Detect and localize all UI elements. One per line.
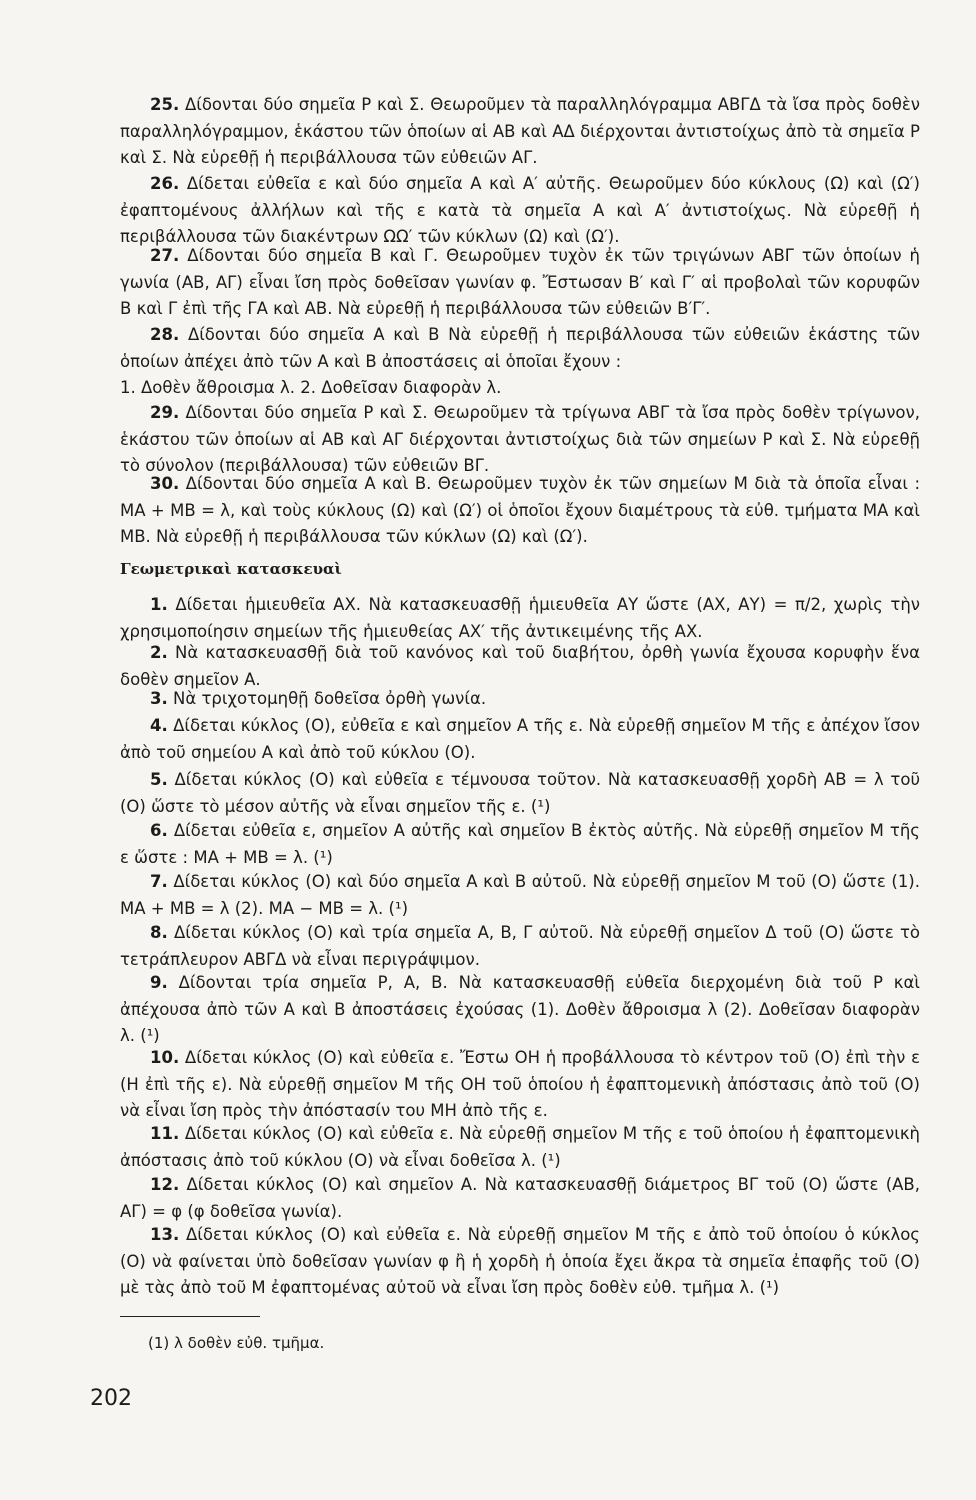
problem-text: Δίδονται δύο σημεῖα Α καὶ Β Νὰ εὑρεθῇ ἡ περιβάλλουσα τῶν εὐθειῶν ἑκάστης τῶν ὁποίων ἀπέχει ἀπὸ τῶν Α καὶ Β ἀποστάσεις αἱ ὁποῖαι ἔχουν : — [120, 325, 920, 371]
problem-number: 29. — [150, 403, 180, 422]
construction-number: 3. — [150, 689, 168, 708]
construction-text: Δίδεται κύκλος (Ο), εὐθεῖα ε καὶ σημεῖον Α τῆς ε. Νὰ εὑρεθῇ σημεῖον Μ τῆς ε ἀπέχον ἴσον ἀπὸ τοῦ σημείου Α καὶ ἀπὸ τοῦ κύκλου (Ο). — [120, 716, 920, 762]
problem-text: Δίδονται δύο σημεῖα Β καὶ Γ. Θεωροῦμεν τυχὸν ἐκ τῶν τριγώνων ΑΒΓ τῶν ὁποίων ἡ γωνία (ΑΒ, ΑΓ) εἶναι ἴση πρὸς δοθεῖσαν γωνίαν φ. Ἔστωσαν Β′ καὶ Γ′ αἱ προβολαὶ τῶν κορυφῶν Β καὶ Γ ἐπὶ τῆς ΓΑ καὶ ΑΒ. Νὰ εὑρεθῇ ἡ περιβάλλουσα τῶν εὐθειῶν Β′Γ′. — [120, 246, 921, 318]
problem-text: Δίδεται εὐθεῖα ε καὶ δύο σημεῖα Α καὶ Α′ αὐτῆς. Θεωροῦμεν δύο κύκλους (Ω) καὶ (Ω′) ἐφαπτομένους ἀλλήλων καὶ τῆς ε κατὰ τὰ σημεῖα Α καὶ Α′ ἀντιστοίχως. Νὰ εὑρεθῇ ἡ περιβάλλουσα τῶν διακέντρων ΩΩ′ τῶν κύκλων (Ω) καὶ (Ω′). — [120, 174, 920, 246]
construction-13 — [120, 1222, 920, 1302]
construction-3 — [120, 686, 920, 713]
problem-number: 25. — [150, 95, 180, 114]
problem-number: 30. — [150, 474, 180, 493]
problem-number: 26. — [150, 174, 180, 193]
construction-text: Δίδεται εὐθεῖα ε, σημεῖον Α αὐτῆς καὶ σημεῖον Β ἐκτὸς αὐτῆς. Νὰ εὑρεθῇ σημεῖον Μ τῆς ε ὥστε : ΜΑ + ΜΒ = λ. (¹) — [120, 821, 920, 867]
construction-number: 8. — [150, 923, 168, 942]
problem-26 — [120, 171, 920, 251]
construction-11 — [120, 1121, 920, 1174]
construction-4 — [120, 713, 920, 766]
problem-30 — [120, 471, 920, 551]
construction-8 — [120, 920, 920, 973]
construction-7 — [120, 869, 920, 922]
construction-6 — [120, 818, 920, 871]
construction-text: Δίδεται κύκλος (Ο) καὶ σημεῖον Α. Νὰ κατασκευασθῇ διάμετρος ΒΓ τοῦ (Ο) ὥστε (ΑΒ, ΑΓ) = φ (φ δοθεῖσα γωνία). — [120, 1175, 920, 1221]
problem-text: Δίδονται δύο σημεῖα Α καὶ Β. Θεωροῦμεν τυχὸν ἐκ τῶν σημείων Μ διὰ τὰ ὁποῖα εἶναι : ΜΑ + ΜΒ = λ, καὶ τοὺς κύκλους (Ω) καὶ (Ω′) οἱ ὁποῖοι ἔχουν διαμέτρους τὰ εὐθ. τμήματα ΜΑ καὶ ΜΒ. Νὰ εὑρεθῇ ἡ περιβάλλουσα τῶν κύκλων (Ω) καὶ (Ω′). — [120, 474, 921, 546]
problem-28 — [120, 322, 920, 402]
construction-number: 1. — [150, 595, 168, 614]
page-number: 202 — [90, 1386, 132, 1411]
construction-text: Δίδονται τρία σημεῖα Ρ, Α, Β. Νὰ κατασκευασθῇ εὐθεῖα διερχομένη διὰ τοῦ Ρ καὶ ἀπέχουσα ἀπὸ τῶν Α καὶ Β ἀποστάσεις ἐχούσας (1). Δοθὲν ἄθροισμα λ (2). Δοθεῖσαν διαφορὰν λ. (¹) — [120, 973, 920, 1045]
footnote: (1) λ δοθὲν εὐθ. τμῆμα. — [148, 1334, 325, 1352]
problem-27 — [120, 243, 920, 323]
construction-text: Δίδεται κύκλος (Ο) καὶ δύο σημεῖα Α καὶ Β αὐτοῦ. Νὰ εὑρεθῇ σημεῖον Μ τοῦ (Ο) ὥστε (1). ΜΑ + ΜΒ = λ (2). ΜΑ − ΜΒ = λ. (¹) — [120, 872, 920, 918]
construction-10 — [120, 1045, 920, 1125]
construction-12 — [120, 1172, 920, 1225]
construction-number: 11. — [150, 1124, 180, 1143]
construction-text: Νὰ τριχοτομηθῇ δοθεῖσα ὀρθὴ γωνία. — [173, 689, 487, 708]
construction-text: Δίδεται κύκλος (Ο) καὶ εὐθεῖα ε. Νὰ εὑρεθῇ σημεῖον Μ τῆς ε ἀπὸ τοῦ ὁποίου ὁ κύκλος (Ο) νὰ φαίνεται ὑπὸ δοθεῖσαν γωνίαν φ ἢ ἡ χορδὴ ἡ ὁποία ἔχει ἄκρα τὰ σημεῖα ἐπαφῆς τοῦ (Ο) μὲ τὰς ἀπὸ τοῦ Μ ἐφαπτομένας αὐτοῦ νὰ εἶναι ἴση πρὸς δοθὲν εὐθ. τμῆμα λ. (¹) — [120, 1225, 920, 1297]
construction-number: 6. — [150, 821, 168, 840]
construction-number: 2. — [150, 643, 168, 662]
construction-number: 12. — [150, 1175, 180, 1194]
construction-number: 10. — [150, 1048, 180, 1067]
section-heading: Γεωμετρικαὶ κατασκευαὶ — [120, 560, 342, 578]
construction-9 — [120, 970, 920, 1050]
problem-text: Δίδονται δύο σημεῖα Ρ καὶ Σ. Θεωροῦμεν τὰ τρίγωνα ΑΒΓ τὰ ἴσα πρὸς δοθὲν τρίγωνον, ἑκάστου τῶν ὁποίων αἱ ΑΒ καὶ ΑΓ διέρχονται ἀντιστοίχως διὰ τῶν σημείων Ρ καὶ Σ. Νὰ εὑρεθῇ τὸ σύνολον (περιβάλλουσα) τῶν εὐθειῶν ΒΓ. — [120, 403, 920, 475]
problem-25 — [120, 92, 920, 172]
construction-number: 5. — [150, 770, 168, 789]
construction-number: 13. — [150, 1225, 180, 1244]
problem-number: 28. — [150, 325, 180, 344]
construction-text: Νὰ κατασκευασθῇ διὰ τοῦ κανόνος καὶ τοῦ διαβήτου, ὀρθὴ γωνία ἔχουσα κορυφὴν ἕνα δοθὲν σημεῖον Α. — [120, 643, 921, 689]
problem-number: 27. — [150, 246, 180, 265]
construction-text: Δίδεται ἡμιευθεῖα ΑΧ. Νὰ κατασκευασθῇ ἡμιευθεῖα ΑΥ ὥστε (ΑΧ, ΑΥ) = π/2, χωρὶς τὴν χρησιμοποίησιν σημείων τῆς ἡμιευθείας ΑΧ′ τῆς ἀντικειμένης τῆς ΑΧ. — [120, 595, 921, 641]
construction-5 — [120, 767, 920, 820]
construction-number: 9. — [150, 973, 168, 992]
construction-text: Δίδεται κύκλος (Ο) καὶ τρία σημεῖα Α, Β, Γ αὐτοῦ. Νὰ εὑρεθῇ σημεῖον Δ τοῦ (Ο) ὥστε τὸ τετράπλευρον ΑΒΓΔ νὰ εἶναι περιγράψιμον. — [120, 923, 920, 969]
construction-number: 7. — [150, 872, 168, 891]
construction-1 — [120, 592, 920, 645]
construction-text: Δίδεται κύκλος (Ο) καὶ εὐθεῖα ε. Νὰ εὑρεθῇ σημεῖον Μ τῆς ε τοῦ ὁποίου ἡ ἐφαπτομενικὴ ἀπόστασις ἀπὸ τοῦ κύκλου (Ο) νὰ εἶναι δοθεῖσα λ. (¹) — [120, 1124, 921, 1170]
construction-number: 4. — [150, 716, 168, 735]
problem-options: 1. Δοθὲν ἄθροισμα λ. 2. Δοθεῖσαν διαφορὰν λ. — [120, 378, 502, 397]
construction-text: Δίδεται κύκλος (Ο) καὶ εὐθεῖα ε. Ἔστω ΟΗ ἡ προβάλλουσα τὸ κέντρον τοῦ (Ο) ἐπὶ τὴν ε (Η ἐπὶ τῆς ε). Νὰ εὑρεθῇ σημεῖον Μ τῆς ΟΗ τοῦ ὁποίου ἡ ἐφαπτομενικὴ ἀπόστασις ἀπὸ τοῦ (Ο) νὰ εἶναι ἴση πρὸς τὴν ἀπόστασίν του ΜΗ ἀπὸ τῆς ε. — [120, 1048, 920, 1120]
construction-text: Δίδεται κύκλος (Ο) καὶ εὐθεῖα ε τέμνουσα τοῦτον. Νὰ κατασκευασθῇ χορδὴ ΑΒ = λ τοῦ (Ο) ὥστε τὸ μέσον αὐτῆς νὰ εἶναι σημεῖον τῆς ε. (¹) — [120, 770, 920, 816]
problem-29 — [120, 400, 920, 480]
footnote-rule — [120, 1316, 260, 1317]
problem-text: Δίδονται δύο σημεῖα Ρ καὶ Σ. Θεωροῦμεν τὰ παραλληλόγραμμα ΑΒΓΔ τὰ ἴσα πρὸς δοθὲν παραλληλόγραμμον, ἑκάστου τῶν ὁποίων αἱ ΑΒ καὶ ΑΔ διέρχονται ἀντιστοίχως ἀπὸ τὰ σημεῖα Ρ καὶ Σ. Νὰ εὑρεθῇ ἡ περιβάλλουσα τῶν εὐθειῶν ΑΓ. — [120, 95, 920, 167]
